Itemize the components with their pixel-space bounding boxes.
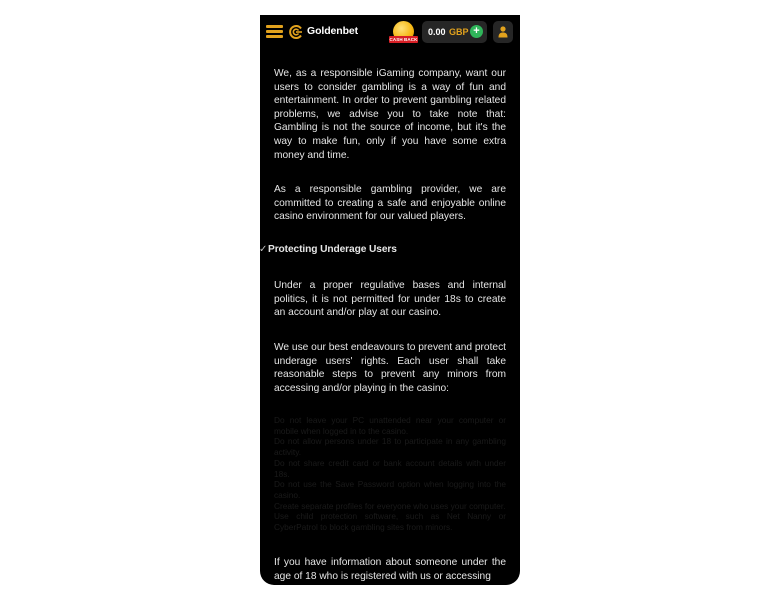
plus-icon[interactable]: + (470, 25, 483, 38)
commitment-paragraph: As a responsible gambling provider, we are committed to creating a safe and enjoyable online casino environment for our valued players. (274, 184, 506, 223)
intro-paragraph: We, as a responsible iGaming company, want our users to consider gambling is a way of fun and entertainment. In order to prevent gambling related problems, we advise you to take note that: Gambling is not the source of income, but it's the way to make fun, only if you have some extra money and time. (274, 68, 506, 161)
goldenbet-logo-icon (288, 24, 304, 40)
cashback-label: CASH BACK (389, 37, 418, 42)
top-navigation-bar (260, 15, 520, 49)
list-item: Do not share credit card or bank account details with under 18s. (274, 457, 506, 479)
list-item: Do not use the Save Password option when logging into the casino. (274, 479, 506, 500)
protection-paragraph: We use our best endeavours to prevent and protect underage users' rights. Each user shall take reasonable steps to prevent any minors from accessing and/or playing in the casino: (274, 342, 507, 394)
responsible-gaming-content (260, 49, 520, 585)
list-item: Do not allow persons under 18 to participate in any gambling activity. (274, 436, 506, 458)
list-item: Use child protection software, such as Net Nanny or CyberPatrol to block gambling sites from minors. (274, 511, 506, 533)
report-paragraph: If you have information about someone under the age of 18 who is registered with us or accessing (274, 557, 506, 582)
mobile-viewport (260, 15, 520, 585)
faded-tips-list (274, 415, 506, 533)
section-heading (259, 244, 397, 255)
menu-icon[interactable] (266, 25, 283, 38)
checkmark-icon: ✓ (259, 244, 268, 255)
cashback-button[interactable] (389, 19, 418, 46)
balance-widget[interactable] (422, 21, 487, 43)
section-heading-text: Protecting Underage Users (268, 244, 397, 255)
list-item: Create separate profiles for everyone who uses your computer. (274, 500, 506, 511)
underage-policy-paragraph: Under a proper regulative bases and internal politics, it is not permitted for under 18s to create an account and/or play at our casino. (274, 280, 506, 319)
user-account-button[interactable] (493, 21, 513, 43)
user-icon (498, 26, 508, 38)
list-item: Do not leave your PC unattended near your computer or mobile when logged in to the casino. (274, 415, 506, 436)
balance-amount: 0.00 (428, 27, 446, 37)
brand-name[interactable]: Goldenbet (307, 25, 359, 37)
balance-currency: GBP (449, 27, 469, 37)
